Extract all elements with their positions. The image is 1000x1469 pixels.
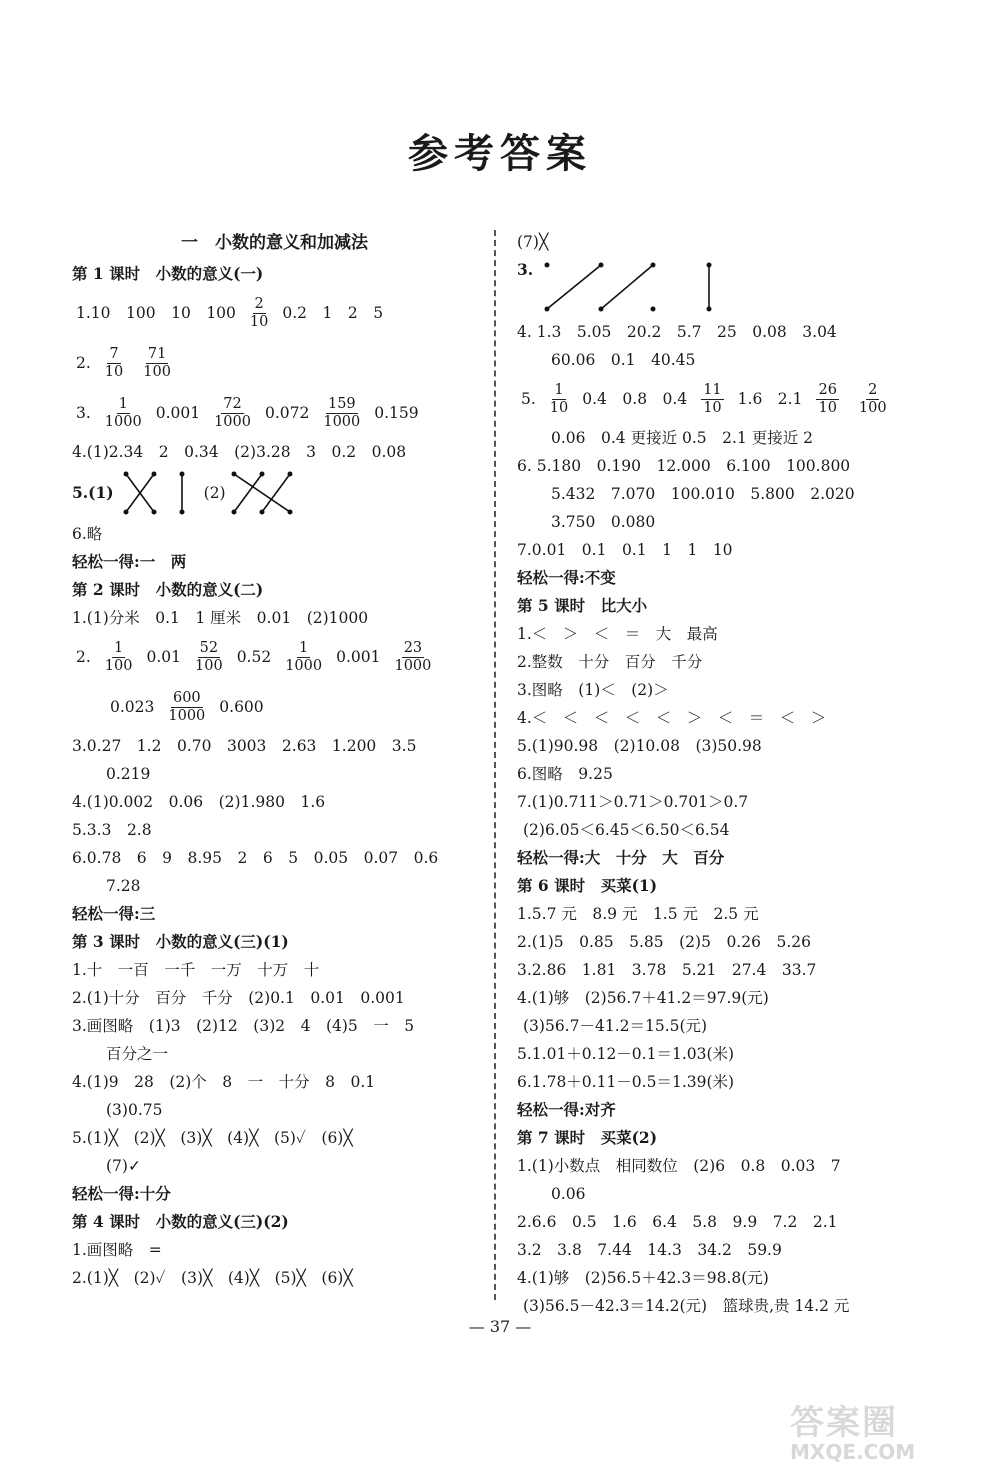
answer-line: 1.(1)分米 0.1 1 厘米 0.01 (2)1000 [72,609,369,627]
answer-line: 3.画图略 (1)3 (2)12 (3)2 4 (4)5 一 5 [72,1017,415,1035]
answer-line: (7)✓ [106,1157,141,1175]
answer-line: 6.略 [72,525,103,543]
answer-line: 7.0.01 0.1 0.1 1 1 10 [517,541,733,559]
lesson-heading: 第 3 课时 小数的意义(三)(1) [72,932,289,951]
fraction-denominator: 100 [858,399,887,416]
answer-line: 6. 5.180 0.190 12.000 6.100 100.800 [517,457,851,475]
fraction-denominator: 100 [143,363,171,380]
answer-line: (3)56.5－42.3＝14.2(元) 篮球贵,贵 14.2 元 [523,1297,850,1315]
answer-line: 2.(1)╳ (2)✓ (3)╳ (4)╳ (5)╳ (6)╳ [72,1269,353,1287]
answer-line [72,682,477,732]
answer-line: 0.219 [106,765,151,783]
answer-line [72,632,477,682]
answer-line: 0.06 0.4 更接近 0.5 2.1 更接近 2 [551,429,814,447]
fraction-numerator: 71 [147,345,167,362]
fraction-denominator: 1000 [394,657,432,674]
match-line [547,265,601,309]
fraction [168,690,205,725]
answer-line: 60.06 0.1 40.45 [551,351,696,369]
answer-line: 1.(1)小数点 相同数位 (2)6 0.8 0.03 7 [517,1157,841,1175]
fraction [250,296,268,331]
fraction-numerator: 2 [254,295,264,312]
fraction [195,640,223,675]
fraction [105,396,142,431]
lesson-heading: 第 2 课时 小数的意义(二) [72,580,264,599]
answer-text: 3. [517,260,534,279]
fraction-numerator: 1 [118,395,128,412]
match-dot [545,263,550,268]
answer-line: (3)56.7－41.2＝15.5(元) [523,1017,708,1035]
lesson-heading: 第 6 课时 买菜(1) [517,876,658,895]
answer-line [72,388,477,438]
answer-line: 2.整数 十分 百分 千分 [517,653,703,671]
fraction [214,396,251,431]
page-title: 参考答案 [408,130,592,177]
answer-line: 1.5.7 元 8.9 元 1.5 元 2.5 元 [517,905,759,923]
answer-text: 0.023 [110,698,155,716]
fraction-numerator: 2 [868,381,878,398]
answer-line: (7)╳ [517,233,549,251]
watermark-url: MXQE.COM [790,1440,916,1464]
fraction [859,382,887,417]
fraction [105,346,123,381]
answer-text: 0.01 [146,648,181,666]
fraction-denominator: 10 [818,399,837,416]
answer-line: 3.图略 (1)＜ (2)＞ [517,681,669,699]
lesson-heading: 第 5 课时 比大小 [517,596,648,615]
lesson-heading: 第 7 课时 买菜(2) [517,1128,658,1147]
page-number: — 37 — [468,1317,532,1336]
answer-line [72,288,477,338]
answer-line: 7.28 [106,877,141,895]
fraction [285,640,322,675]
answer-line: 4.(1)够 (2)56.5＋42.3＝98.8(元) [517,1269,769,1287]
answer-line: 6.1.78＋0.11－0.5＝1.39(米) [517,1073,735,1091]
answer-text: 0.001 [155,404,201,422]
fraction-numerator: 52 [199,639,219,656]
answer-line: 5.432 7.070 100.010 5.800 2.020 [551,485,855,503]
answer-text: 0.2 1 2 5 [282,304,384,322]
lesson-heading: 轻松一得:不变 [517,568,616,587]
fraction [105,640,133,675]
answer-line: 3.2 3.8 7.44 14.3 34.2 59.9 [517,1241,782,1259]
match-line [262,474,290,512]
answer-line: 7.(1)0.711＞0.71＞0.701＞0.7 [517,793,749,811]
answer-line: 3.0.27 1.2 0.70 3003 2.63 1.200 3.5 [72,737,417,755]
line-segments-diagram [533,259,733,315]
matching-diagram-1 [114,468,194,518]
fraction [550,382,568,417]
watermark-logo [790,1395,990,1465]
answer-line: 4.(1)够 (2)56.7＋41.2＝97.9(元) [517,989,769,1007]
lesson-heading: 轻松一得:大 十分 大 百分 [517,848,725,867]
fraction-denominator: 10 [104,363,124,380]
answer-line [517,374,937,424]
fraction [816,382,838,417]
answer-line: 4.＜ ＜ ＜ ＜ ＜ ＞ ＜ ＝ ＜ ＞ [517,709,827,727]
fraction-denominator: 10 [549,399,569,416]
answer-text: 0.001 [336,648,381,666]
fraction-denominator: 1000 [214,413,251,430]
answer-line: 4.(1)0.002 0.06 (2)1.980 1.6 [72,793,326,811]
answer-line: 百分之一 [106,1045,169,1063]
answer-line: 4.(1)9 28 (2)个 8 一 十分 8 0.1 [72,1073,376,1091]
watermark-text: 答案圈 [790,1403,898,1443]
answer-line: 2.(1)5 0.85 5.85 (2)5 0.26 5.26 [517,933,811,951]
answer-text: 0.072 [264,404,310,422]
section-title: 一 小数的意义和加减法 [181,233,368,253]
right-answer-list [517,228,937,1320]
column-divider [494,230,496,1300]
answer-line: 2.(1)十分 百分 千分 (2)0.1 0.01 0.001 [72,989,405,1007]
answer-text: 0.159 [374,404,419,422]
match-line [601,265,653,309]
answer-text: (2) [203,484,226,502]
fraction-numerator: 7 [109,345,119,362]
fraction-denominator: 1000 [285,657,323,674]
answer-line [72,338,477,388]
answer-text: 3. [76,404,91,422]
match-line [234,474,262,512]
fraction-numerator: 11 [703,381,722,398]
line-segments-answer [517,256,937,318]
fraction-denominator: 100 [195,657,223,674]
answer-text: 2. [76,354,91,372]
right-column [517,228,937,1320]
answer-line: 5.(1)╳ (2)╳ (3)╳ (4)╳ (5)✓ (6)╳ [72,1129,353,1147]
answer-text: 0.600 [219,698,264,716]
fraction-numerator: 72 [223,395,242,412]
fraction-numerator: 1 [114,639,124,656]
answer-line: 1.画图略 = [72,1241,162,1259]
left-answer-list [72,260,477,1292]
fraction-denominator: 10 [703,399,722,416]
lesson-heading: 轻松一得:对齐 [517,1100,616,1119]
answer-line: (3)0.75 [106,1101,163,1119]
answer-line: 1.十 一百 一千 一万 十万 十 [72,961,320,979]
answer-text: 0.52 [236,648,272,666]
matching-diagram-2 [226,468,306,518]
fraction-denominator: 1000 [323,413,361,430]
fraction-denominator: 100 [104,657,133,674]
answer-line: 2.6.6 0.5 1.6 6.4 5.8 9.9 7.2 2.1 [517,1213,838,1231]
lesson-heading: 第 4 课时 小数的意义(三)(2) [72,1212,289,1231]
answer-line: 3.2.86 1.81 3.78 5.21 27.4 33.7 [517,961,817,979]
answer-line: 5.3.3 2.8 [72,821,152,839]
answer-line: (2)6.05＜6.45＜6.50＜6.54 [523,821,730,839]
left-column [72,228,477,1292]
answer-line: 5.1.01＋0.12－0.1＝1.03(米) [517,1045,735,1063]
lesson-heading: 轻松一得:三 [72,904,156,923]
fraction-numerator: 159 [327,395,356,412]
fraction-numerator: 1 [299,639,309,656]
answer-line: 4. 1.3 5.05 20.2 5.7 25 0.08 3.04 [517,323,837,341]
match-dot [651,307,656,312]
lesson-heading: 轻松一得:一 两 [72,552,187,571]
fraction [701,382,723,417]
fraction [323,396,360,431]
answer-line: 0.06 [551,1185,586,1203]
fraction-denominator: 1000 [168,707,206,724]
answer-text: 5.(1) [72,483,114,502]
matching-answer [72,466,477,520]
fraction-denominator: 1000 [104,413,142,430]
fraction-denominator: 10 [249,313,269,330]
fraction [143,346,171,381]
lesson-heading: 轻松一得:十分 [72,1184,171,1203]
answer-line: 5.(1)90.98 (2)10.08 (3)50.98 [517,737,762,755]
answer-text: 5. [521,390,536,408]
match-line [234,474,290,512]
fraction-numerator: 600 [172,689,201,706]
fraction-numerator: 23 [403,639,423,656]
answer-text: 2. [76,648,91,666]
answer-text: 0.4 0.8 0.4 [582,390,688,408]
lesson-heading: 第 1 课时 小数的意义(一) [72,264,264,283]
fraction-numerator: 26 [818,381,837,398]
answer-text: 1.6 2.1 [737,390,803,408]
answer-line: 4.(1)2.34 2 0.34 (2)3.28 3 0.2 0.08 [72,443,407,461]
answer-line: 1.＜ ＞ ＜ ＝ 大 最高 [517,625,718,643]
fraction-numerator: 1 [554,381,564,398]
answer-line: 6.图略 9.25 [517,765,613,783]
answer-line: 6.0.78 6 9 8.95 2 6 5 0.05 0.07 0.6 [72,849,439,867]
answer-text: 1.10 100 10 100 [76,304,236,322]
fraction [394,640,431,675]
answer-line: 3.750 0.080 [551,513,656,531]
